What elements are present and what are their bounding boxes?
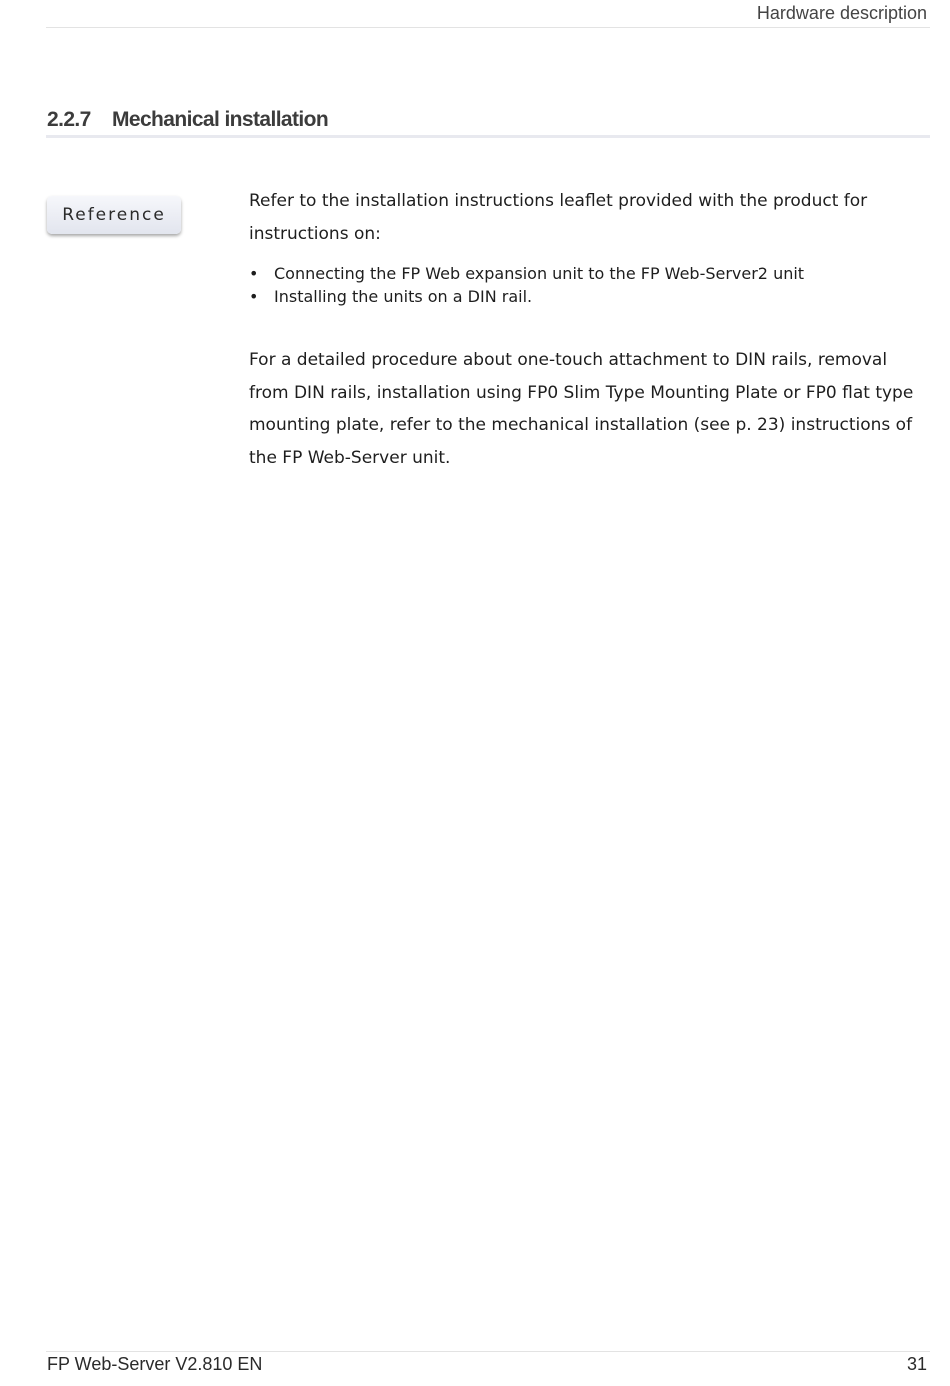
list-item: • Installing the units on a DIN rail. <box>249 285 929 308</box>
reference-badge <box>47 196 181 234</box>
page-header <box>46 0 930 28</box>
instruction-list <box>249 262 929 308</box>
intro-paragraph: Refer to the installation instructions leaflet provided with the product for instructions on: <box>249 191 868 244</box>
chapter-title: Hardware description <box>756 3 927 23</box>
list-item: • Connecting the FP Web expansion unit to the FP Web-Server2 unit <box>249 262 929 285</box>
main-content <box>249 185 929 474</box>
section-title: Mechanical installation <box>112 108 329 131</box>
section-number: 2.2.7 <box>47 108 91 131</box>
detail-paragraph: For a detailed procedure about one-touch attachment to DIN rails, removal from DIN rails, installation using FP0 Slim Type Mounting Plate or FP0 flat type mounting plate, refer to the mechanical installation (see p. 23) instructions of the FP Web-Server unit. <box>249 350 914 468</box>
page-footer <box>46 1351 930 1386</box>
document-name: FP Web-Server V2.810 EN <box>47 1354 263 1374</box>
page-number: 31 <box>906 1354 927 1374</box>
section-heading <box>46 106 930 138</box>
reference-label: Reference <box>62 205 166 225</box>
